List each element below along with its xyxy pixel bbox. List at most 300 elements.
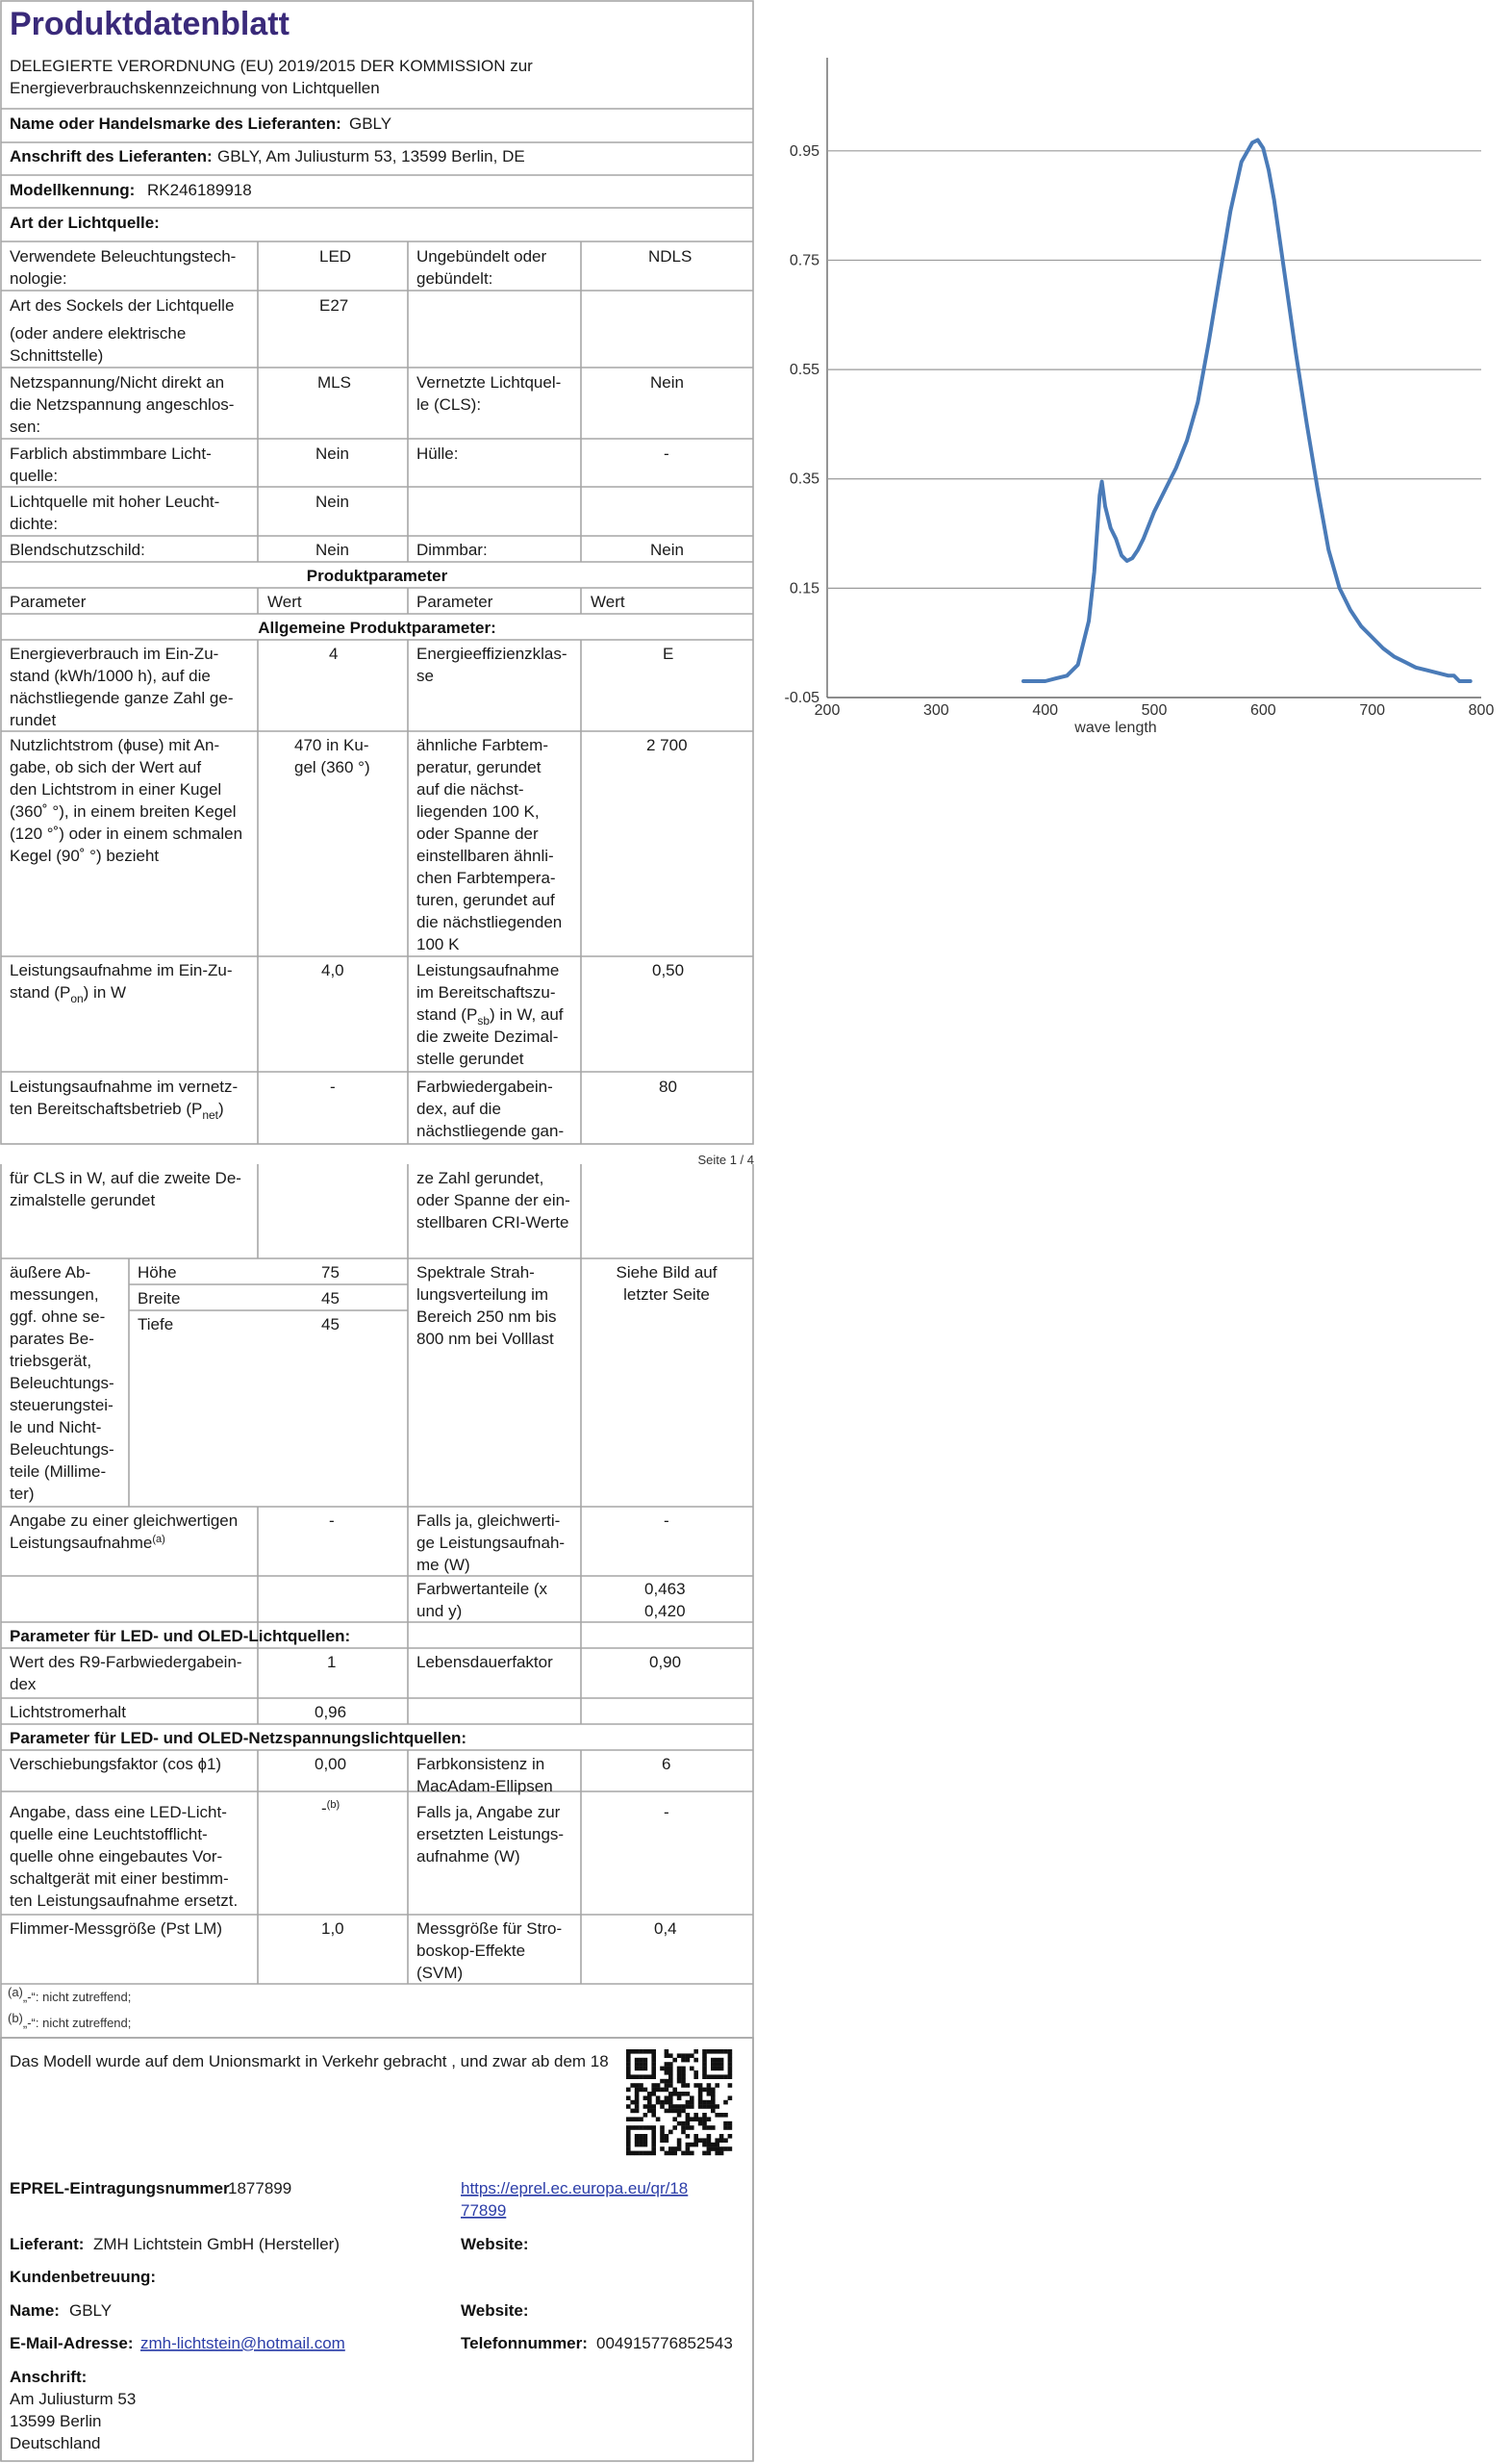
col-header-param: Parameter (10, 593, 87, 611)
qr-module (639, 2125, 643, 2130)
y-tick-label: 0.75 (789, 252, 819, 269)
qr-module (635, 2058, 640, 2063)
replace-label-2: quelle eine Leuchtstofflicht- (10, 1825, 208, 1843)
equiv-label: Angabe zu einer gleichwertigen (10, 1511, 239, 1530)
website-label-2: Website: (461, 2301, 529, 2320)
qr-module (715, 2146, 719, 2151)
socket-label-3: Schnittstelle) (10, 346, 104, 365)
qr-module (626, 2151, 631, 2156)
qr-module (651, 2109, 656, 2114)
qr-module (635, 2125, 640, 2130)
qr-module (643, 2113, 648, 2118)
spd-value-2: letzter Seite (623, 1285, 710, 1304)
qr-module (668, 2146, 673, 2151)
name-label: Name: (10, 2301, 60, 2320)
supplier-name-label: Name oder Handelsmarke des Lieferanten: (10, 114, 341, 133)
qr-module (702, 2070, 707, 2075)
flux-label-2: gabe, ob sich der Wert auf (10, 758, 202, 776)
qr-module (698, 2100, 703, 2105)
replaced-power-label: Falls ja, Angabe zur (416, 1803, 561, 1821)
name-value: GBLY (69, 2301, 113, 2320)
qr-module (651, 2092, 656, 2096)
qr-module (647, 2109, 652, 2114)
tech-label-2: nologie: (10, 269, 67, 288)
qr-module (711, 2058, 716, 2063)
svm-label-2: boskop-Effekte (416, 1942, 526, 1960)
consistency-label-2: MacAdam-Ellipsen (416, 1777, 553, 1795)
qr-module (707, 2104, 712, 2109)
footnote-a-text: „-“: nicht zutreffend; (22, 1990, 132, 2004)
qr-module (630, 2074, 635, 2079)
eprel-link-2[interactable]: 77899 (461, 2201, 507, 2220)
qr-module (707, 2074, 712, 2079)
maint-label: Lichtstromerhalt (10, 1703, 126, 1721)
qr-module (647, 2049, 652, 2054)
psb-label-3a: stand (P (416, 1005, 478, 1024)
high-lum-value: Nein (315, 493, 349, 511)
qr-module (635, 2083, 640, 2088)
mains-params-section (10, 1729, 677, 1982)
qr-module (728, 2083, 733, 2088)
qr-module (647, 2125, 652, 2130)
qr-module (639, 2151, 643, 2156)
flux-value: 470 in Ku- (294, 736, 369, 754)
pnet-label-3: für CLS in W, auf die zweite De- (10, 1169, 241, 1187)
address-line-2: 13599 Berlin (10, 2412, 102, 2430)
qr-module (665, 2151, 669, 2156)
spd-value: Siehe Bild auf (616, 1263, 718, 1282)
qr-module (626, 2117, 631, 2121)
qr-module (651, 2113, 656, 2118)
qr-module (715, 2104, 719, 2109)
qr-module (651, 2104, 656, 2109)
qr-module (715, 2049, 719, 2054)
qr-code-icon[interactable] (626, 2049, 732, 2155)
chroma-y: 0,420 (644, 1602, 686, 1620)
qr-module (702, 2121, 707, 2126)
qr-module (665, 2088, 669, 2093)
qr-module (630, 2083, 635, 2088)
replaced-power-label-2: ersetzten Leistungs- (416, 1825, 565, 1843)
qr-module (651, 2070, 656, 2075)
pon-sub: on (70, 992, 84, 1005)
bundled-label-2: gebündelt: (416, 269, 493, 288)
qr-module (665, 2083, 669, 2088)
cct-label-6: einstellbaren ähnli- (416, 847, 554, 865)
qr-module (686, 2146, 691, 2151)
eprel-value: 1877899 (228, 2179, 292, 2197)
qr-module (656, 2095, 661, 2100)
cri-label-4: ze Zahl gerundet, (416, 1169, 544, 1187)
pon-label-2 (10, 983, 126, 1005)
cct-label-8: turen, gerundet auf (416, 891, 555, 909)
cct-label-2: peratur, gerundet (416, 758, 542, 776)
qr-module (681, 2074, 686, 2079)
qr-module (660, 2130, 665, 2135)
pnet-value: - (330, 1078, 336, 1096)
shift-value: 0,00 (315, 1755, 347, 1773)
chroma-label-2: und y) (416, 1602, 463, 1620)
qr-module (665, 2095, 669, 2100)
cri-label-5: oder Spanne der ein- (416, 1191, 570, 1209)
dims-label-9: Beleuchtungs- (10, 1440, 114, 1459)
qr-module (660, 2138, 665, 2143)
qr-module (677, 2074, 682, 2079)
tech-value: LED (319, 247, 352, 266)
cri-label-6: stellbaren CRI-Werte (416, 1213, 569, 1232)
qr-module (665, 2079, 669, 2084)
qr-module (715, 2151, 719, 2156)
y-tick-label: -0.05 (784, 690, 819, 706)
x-axis-label: wave length (1074, 720, 1157, 736)
qr-module (668, 2070, 673, 2075)
qr-module (711, 2067, 716, 2071)
qr-module (719, 2062, 724, 2067)
mains-label-2: die Netzspannung angeschlos- (10, 395, 235, 414)
qr-module (639, 2058, 643, 2063)
cct-label-10: 100 K (416, 935, 460, 953)
y-tick-labels (785, 143, 820, 706)
qr-module (626, 2058, 631, 2063)
psb-label-3 (416, 1005, 564, 1028)
light-source-type-heading: Art der Lichtquelle: (10, 214, 160, 232)
qr-module (702, 2138, 707, 2143)
socket-label-2: (oder andere elektrische (10, 324, 187, 343)
replace-label: Angabe, dass eine LED-Licht- (10, 1803, 227, 1821)
flicker-label: Flimmer-Messgröße (Pst LM) (10, 1919, 223, 1938)
eprel-link[interactable]: https://eprel.ec.europa.eu/qr/18 (461, 2179, 689, 2197)
light-source-section (10, 247, 692, 559)
qr-module (668, 2074, 673, 2079)
qr-module (630, 2109, 635, 2114)
r9-label-2: dex (10, 1675, 37, 1693)
spd-label-3: Bereich 250 nm bis (416, 1308, 557, 1326)
eprel-label: EPREL-Eintragungsnummer (10, 2179, 230, 2197)
qr-module (728, 2134, 733, 2139)
qr-module (647, 2092, 652, 2096)
qr-module (681, 2130, 686, 2135)
supplier-address-label: Anschrift des Lieferanten: (10, 147, 213, 165)
class-value: E (663, 645, 674, 663)
qr-module (707, 2049, 712, 2054)
qr-module (702, 2113, 707, 2118)
cct-label-7: chen Farbtempera- (416, 869, 556, 887)
qr-module (630, 2151, 635, 2156)
psb-sub: sb (477, 1014, 490, 1028)
qr-module (711, 2125, 716, 2130)
regulation-line-1: DELEGIERTE VERORDNUNG (EU) 2019/2015 DER KOMMISSION zur (10, 57, 533, 75)
life-value: 0,90 (649, 1653, 682, 1671)
pon-label-2b: ) in W (83, 983, 127, 1002)
spectrum-chart (785, 58, 1495, 736)
hull-label: Hülle: (416, 444, 459, 463)
qr-module (728, 2146, 733, 2151)
lieferant-label: Lieferant: (10, 2235, 85, 2253)
qr-module (656, 2100, 661, 2105)
qr-module (660, 2079, 665, 2084)
qr-module (630, 2125, 635, 2130)
qr-module (681, 2058, 686, 2063)
qr-module (660, 2067, 665, 2071)
equiv-power-value: - (664, 1511, 669, 1530)
qr-module (702, 2151, 707, 2156)
qr-module (707, 2125, 712, 2130)
qr-module (711, 2146, 716, 2151)
qr-module (728, 2049, 733, 2054)
qr-module (660, 2104, 665, 2109)
qr-module (656, 2088, 661, 2093)
bundled-label: Ungebündelt oder (416, 247, 547, 266)
consistency-label: Farbkonsistenz in (416, 1755, 545, 1773)
qr-module (719, 2151, 724, 2156)
x-tick-label: 600 (1249, 702, 1276, 719)
qr-module (647, 2151, 652, 2156)
qr-module (719, 2074, 724, 2079)
page-number: Seite 1 / 4 (697, 1153, 754, 1167)
equiv-sup: (a) (152, 1534, 165, 1545)
qr-module (719, 2049, 724, 2054)
phone-label: Telefonnummer: (461, 2334, 588, 2352)
qr-module (626, 2088, 631, 2093)
qr-module (698, 2138, 703, 2143)
qr-module (715, 2058, 719, 2063)
col-header-value: Wert (267, 593, 302, 611)
qr-module (651, 2125, 656, 2130)
qr-module (715, 2113, 719, 2118)
qr-module (677, 2053, 682, 2058)
qr-module (643, 2058, 648, 2063)
qr-module (672, 2125, 677, 2130)
qr-module (719, 2146, 724, 2151)
qr-module (690, 2067, 694, 2071)
high-lum-label-2: dichte: (10, 515, 59, 533)
qr-module (715, 2138, 719, 2143)
qr-module (643, 2138, 648, 2143)
pnet-label-4: zimalstelle gerundet (10, 1191, 156, 1209)
depth-value: 45 (321, 1315, 340, 1333)
qr-module (677, 2109, 682, 2114)
dims-label-10: teile (Millime- (10, 1462, 107, 1481)
qr-module (690, 2151, 694, 2156)
pon-label: Leistungsaufnahme im Ein-Zu- (10, 961, 233, 979)
mains-label-3: sen: (10, 418, 41, 436)
qr-module (723, 2113, 728, 2118)
qr-module (719, 2138, 724, 2143)
qr-module (681, 2092, 686, 2096)
chroma-x: 0,463 (644, 1580, 686, 1598)
qr-module (711, 2095, 716, 2100)
qr-module (719, 2134, 724, 2139)
qr-module (693, 2083, 698, 2088)
qr-module (723, 2121, 728, 2126)
page-title: Produktdatenblatt (10, 6, 290, 42)
qr-module (626, 2104, 631, 2109)
qr-module (702, 2117, 707, 2121)
qr-module (635, 2104, 640, 2109)
qr-module (651, 2138, 656, 2143)
cct-label-3: auf die nächst- (416, 780, 524, 799)
qr-module (643, 2134, 648, 2139)
qr-module (626, 2095, 631, 2100)
qr-module (668, 2151, 673, 2156)
x-tick-label: 700 (1359, 702, 1386, 719)
energy-label-2: stand (kWh/1000 h), auf die (10, 667, 211, 685)
qr-module (677, 2095, 682, 2100)
tunable-label-2: quelle: (10, 467, 59, 485)
qr-module (728, 2125, 733, 2130)
svm-label-3: (SVM) (416, 1964, 464, 1982)
footnote-a (8, 1985, 131, 2004)
led-params-heading: Parameter für LED- und OLED-Lichtquellen: (10, 1627, 351, 1645)
qr-module (668, 2095, 673, 2100)
email-link[interactable]: zmh-lichtstein@hotmail.com (140, 2334, 345, 2352)
qr-module (719, 2113, 724, 2118)
qr-module (672, 2058, 677, 2063)
equiv-label-2 (10, 1534, 165, 1552)
qr-module (702, 2049, 707, 2054)
qr-module (723, 2074, 728, 2079)
qr-module (707, 2088, 712, 2093)
model-label: Modellkennung: (10, 181, 136, 199)
qr-module (723, 2100, 728, 2105)
x-tick-label: 400 (1032, 702, 1059, 719)
qr-module (651, 2130, 656, 2135)
qr-module (681, 2070, 686, 2075)
col-header-value-2: Wert (591, 593, 625, 611)
footnote-a-mark: (a) (8, 1985, 23, 1999)
qr-module (728, 2067, 733, 2071)
qr-module (639, 2074, 643, 2079)
flux-label-6: Kegel (90˚ °) bezieht (10, 847, 160, 865)
qr-module (665, 2049, 669, 2054)
pnet-sub: net (202, 1108, 219, 1122)
qr-module (651, 2088, 656, 2093)
qr-module (690, 2104, 694, 2109)
pnet-label-2b: ) (218, 1100, 224, 1118)
qr-module (686, 2058, 691, 2063)
qr-module (690, 2143, 694, 2147)
dims-label-7: steuerungstei- (10, 1396, 113, 1414)
depth-label: Tiefe (138, 1315, 174, 1333)
y-tick-label: 0.15 (789, 580, 819, 597)
qr-module (660, 2088, 665, 2093)
qr-module (707, 2134, 712, 2139)
qr-module (651, 2067, 656, 2071)
dims-label-11: ter) (10, 1485, 35, 1503)
mains-value: MLS (317, 373, 351, 392)
qr-module (690, 2100, 694, 2105)
socket-value: E27 (319, 296, 349, 315)
qr-module (728, 2058, 733, 2063)
qr-module (686, 2125, 691, 2130)
qr-module (707, 2146, 712, 2151)
footnote-b (8, 2011, 131, 2030)
replace-label-4: schaltgerät mit einer bestimm- (10, 1869, 229, 1888)
qr-module (643, 2143, 648, 2147)
qr-module (651, 2143, 656, 2147)
qr-module (626, 2049, 631, 2054)
dimmable-value: Nein (650, 541, 684, 559)
cri-label-3: nächstliegende gan- (416, 1122, 565, 1140)
qr-module (647, 2095, 652, 2100)
dims-label-3: ggf. ohne se- (10, 1308, 106, 1326)
qr-module (643, 2067, 648, 2071)
footer-section (10, 2049, 733, 2452)
qr-module (651, 2058, 656, 2063)
qr-module (635, 2049, 640, 2054)
supplier-address-value: GBLY, Am Juliusturm 53, 13599 Berlin, DE (217, 147, 525, 165)
qr-module (707, 2092, 712, 2096)
qr-module (672, 2104, 677, 2109)
dims-label: äußere Ab- (10, 1263, 91, 1282)
qr-module (665, 2062, 669, 2067)
qr-module (677, 2067, 682, 2071)
qr-module (626, 2062, 631, 2067)
qr-module (668, 2053, 673, 2058)
x-tick-label: 500 (1141, 702, 1168, 719)
chart-grid (827, 58, 1481, 698)
equiv-label-2a: Leistungsaufnahme (10, 1534, 153, 1552)
qr-module (715, 2067, 719, 2071)
cct-label-9: die nächstliegenden (416, 913, 563, 931)
qr-module (711, 2100, 716, 2105)
qr-module (681, 2125, 686, 2130)
psb-label-4: die zweite Dezimal- (416, 1028, 559, 1046)
socket-label: Art des Sockels der Lichtquelle (10, 296, 235, 315)
qr-module (686, 2104, 691, 2109)
qr-module (643, 2104, 648, 2109)
qr-module (702, 2067, 707, 2071)
qr-module (665, 2109, 669, 2114)
qr-module (719, 2067, 724, 2071)
qr-module (660, 2134, 665, 2139)
tech-label: Verwendete Beleuchtungstech- (10, 247, 237, 266)
qr-module (693, 2117, 698, 2121)
qr-module (690, 2053, 694, 2058)
qr-module (635, 2074, 640, 2079)
qr-module (668, 2104, 673, 2109)
qr-module (723, 2125, 728, 2130)
qr-module (728, 2070, 733, 2075)
qr-module (711, 2049, 716, 2054)
qr-module (711, 2143, 716, 2147)
flux-label-3: den Lichtstrom in einer Kugel (10, 780, 222, 799)
qr-module (707, 2138, 712, 2143)
qr-module (639, 2049, 643, 2054)
qr-module (651, 2074, 656, 2079)
qr-module (702, 2104, 707, 2109)
qr-module (651, 2062, 656, 2067)
equiv-power-label-2: ge Leistungsaufnah- (416, 1534, 566, 1552)
qr-module (665, 2053, 669, 2058)
qr-module (630, 2117, 635, 2121)
qr-module (643, 2125, 648, 2130)
qr-module (707, 2100, 712, 2105)
replace-value: - (321, 1799, 327, 1817)
qr-module (639, 2143, 643, 2147)
qr-module (639, 2138, 643, 2143)
replace-value-line (321, 1799, 340, 1817)
qr-module (668, 2130, 673, 2135)
qr-module (677, 2092, 682, 2096)
website-label: Website: (461, 2235, 529, 2253)
svm-label: Messgröße für Stro- (416, 1919, 563, 1938)
qr-module (702, 2062, 707, 2067)
replace-label-3: quelle ohne eingebautes Vor- (10, 1847, 223, 1866)
qr-module (668, 2109, 673, 2114)
qr-module (626, 2146, 631, 2151)
dims-label-2: messungen, (10, 1285, 99, 1304)
